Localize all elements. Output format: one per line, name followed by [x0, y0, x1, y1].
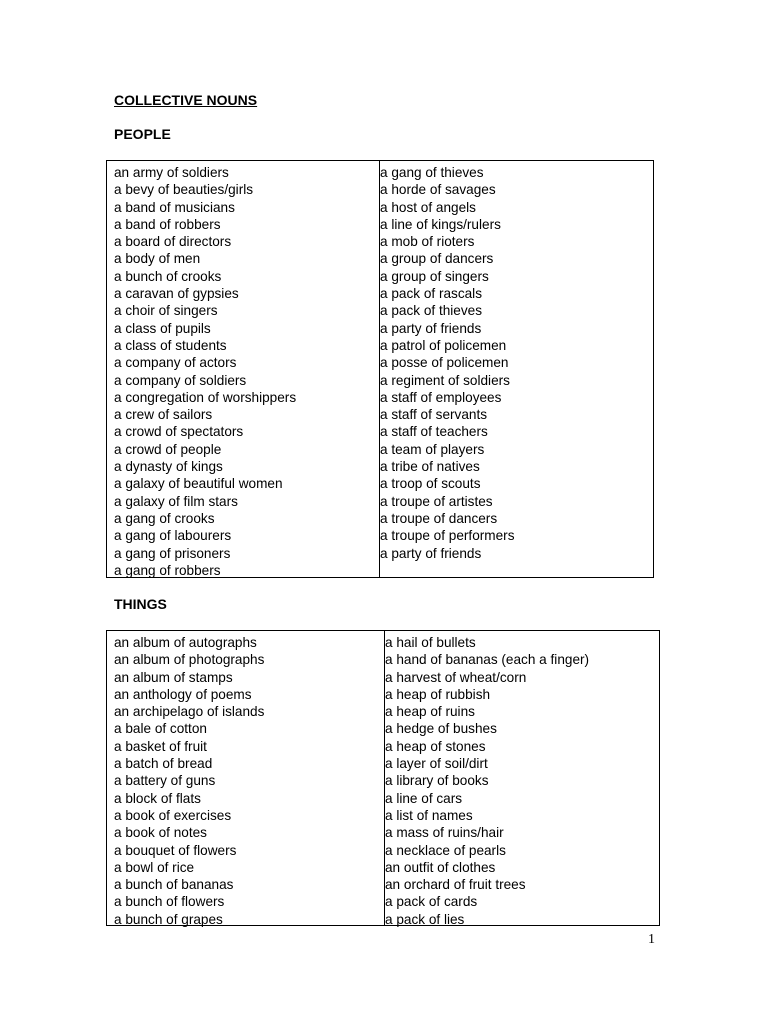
people-noun-item: a gang of thieves [380, 165, 484, 180]
people-noun-item: a company of soldiers [114, 372, 247, 388]
things-noun-item: a basket of fruit [114, 738, 207, 754]
people-noun-item: a board of directors [114, 234, 232, 250]
things-noun-item: a bowl of rice [114, 859, 195, 875]
things-noun-item: a block of flats [114, 790, 201, 806]
people-noun-item: a dynasty of kings [114, 459, 223, 475]
page-title: COLLECTIVE NOUNS [114, 92, 258, 108]
things-noun-item: a layer of soil/dirt [385, 756, 488, 772]
people-noun-item: a mob of rioters [380, 234, 475, 250]
things-noun-item: a bouquet of flowers [114, 842, 237, 858]
people-noun-item: a company of actors [114, 355, 237, 371]
people-noun-item: a troupe of artistes [380, 493, 493, 509]
people-noun-item: a gang of crooks [114, 510, 215, 526]
people-noun-item: a band of musicians [114, 199, 235, 215]
things-noun-item: an album of stamps [114, 669, 233, 685]
things-table [106, 630, 660, 926]
things-noun-item: a book of notes [114, 825, 207, 841]
things-noun-item: a mass of ruins/hair [385, 825, 504, 841]
people-noun-item: a galaxy of beautiful women [114, 476, 283, 492]
people-noun-item: a staff of employees [380, 389, 502, 405]
people-noun-item: a gang of robbers [114, 562, 221, 578]
things-noun-item: a batch of bread [114, 756, 213, 772]
people-noun-item: a regiment of soldiers [380, 372, 510, 388]
people-noun-item: a congregation of worshippers [114, 389, 297, 405]
people-noun-item: a crew of sailors [114, 407, 213, 423]
people-noun-item: a band of robbers [114, 216, 221, 232]
things-noun-item: an album of autographs [114, 635, 257, 650]
people-noun-item: a crowd of spectators [114, 424, 244, 440]
things-noun-item: a library of books [385, 773, 489, 789]
things-noun-item: a pack of lies [385, 911, 465, 927]
things-noun-item: a hail of bullets [385, 635, 476, 650]
people-noun-item: a bunch of crooks [114, 268, 222, 284]
people-noun-item: a group of singers [380, 268, 489, 284]
people-noun-item: a staff of teachers [380, 424, 488, 440]
people-section-heading: PEOPLE [114, 126, 171, 142]
people-noun-item: a troupe of dancers [380, 510, 498, 526]
things-noun-item: a pack of cards [385, 894, 478, 910]
people-noun-item: a class of students [114, 337, 227, 353]
people-noun-item: a party of friends [380, 320, 482, 336]
things-noun-item: a bale of cotton [114, 721, 207, 737]
people-left-column [107, 161, 380, 577]
people-noun-item: a posse of policemen [380, 355, 509, 371]
things-noun-item: a list of names [385, 807, 473, 823]
people-noun-item: a crowd of people [114, 441, 222, 457]
things-noun-item: an outfit of clothes [385, 859, 496, 875]
people-noun-item: a caravan of gypsies [114, 286, 239, 302]
people-noun-item: a horde of savages [380, 182, 496, 198]
things-noun-item: an orchard of fruit trees [385, 877, 526, 893]
people-noun-item: a choir of singers [114, 303, 218, 319]
page-number: 1 [648, 932, 655, 947]
people-noun-item: a team of players [380, 441, 485, 457]
people-noun-item: a host of angels [380, 199, 476, 215]
people-noun-item: a class of pupils [114, 320, 211, 336]
people-right-column [380, 161, 653, 577]
things-right-column [385, 631, 659, 925]
things-noun-item: a heap of ruins [385, 704, 475, 720]
things-noun-item: a necklace of pearls [385, 842, 506, 858]
people-table [106, 160, 654, 578]
things-noun-item: a harvest of wheat/corn [385, 669, 527, 685]
people-noun-item: a galaxy of film stars [114, 493, 238, 509]
people-noun-item: a body of men [114, 251, 201, 267]
things-noun-item: an archipelago of islands [114, 704, 265, 720]
people-noun-item: a pack of rascals [380, 286, 482, 302]
people-noun-item: a party of friends [380, 545, 482, 561]
people-noun-item: a pack of thieves [380, 303, 483, 319]
things-section-heading: THINGS [114, 596, 167, 612]
things-noun-item: a bunch of bananas [114, 877, 234, 893]
people-noun-item: a tribe of natives [380, 459, 480, 475]
things-noun-item: an album of photographs [114, 652, 265, 668]
people-noun-item: a troupe of performers [380, 528, 515, 544]
people-noun-item: an army of soldiers [114, 165, 229, 180]
people-noun-item: a troop of scouts [380, 476, 481, 492]
things-noun-item: a bunch of grapes [114, 911, 223, 927]
things-noun-item: a line of cars [385, 790, 463, 806]
people-noun-item: a group of dancers [380, 251, 494, 267]
people-noun-item: a gang of prisoners [114, 545, 231, 561]
people-noun-item: a bevy of beauties/girls [114, 182, 254, 198]
things-left-column [107, 631, 385, 925]
things-noun-item: a bunch of flowers [114, 894, 225, 910]
people-noun-item: a staff of servants [380, 407, 488, 423]
things-noun-item: a heap of rubbish [385, 686, 491, 702]
things-noun-item: a battery of guns [114, 773, 216, 789]
people-noun-item: a gang of labourers [114, 528, 232, 544]
things-noun-item: a hand of bananas (each a finger) [385, 652, 590, 668]
things-noun-item: a hedge of bushes [385, 721, 497, 737]
things-noun-item: an anthology of poems [114, 686, 252, 702]
people-noun-item: a line of kings/rulers [380, 216, 501, 232]
things-noun-item: a heap of stones [385, 738, 486, 754]
people-noun-item: a patrol of policemen [380, 337, 507, 353]
things-noun-item: a book of exercises [114, 807, 232, 823]
